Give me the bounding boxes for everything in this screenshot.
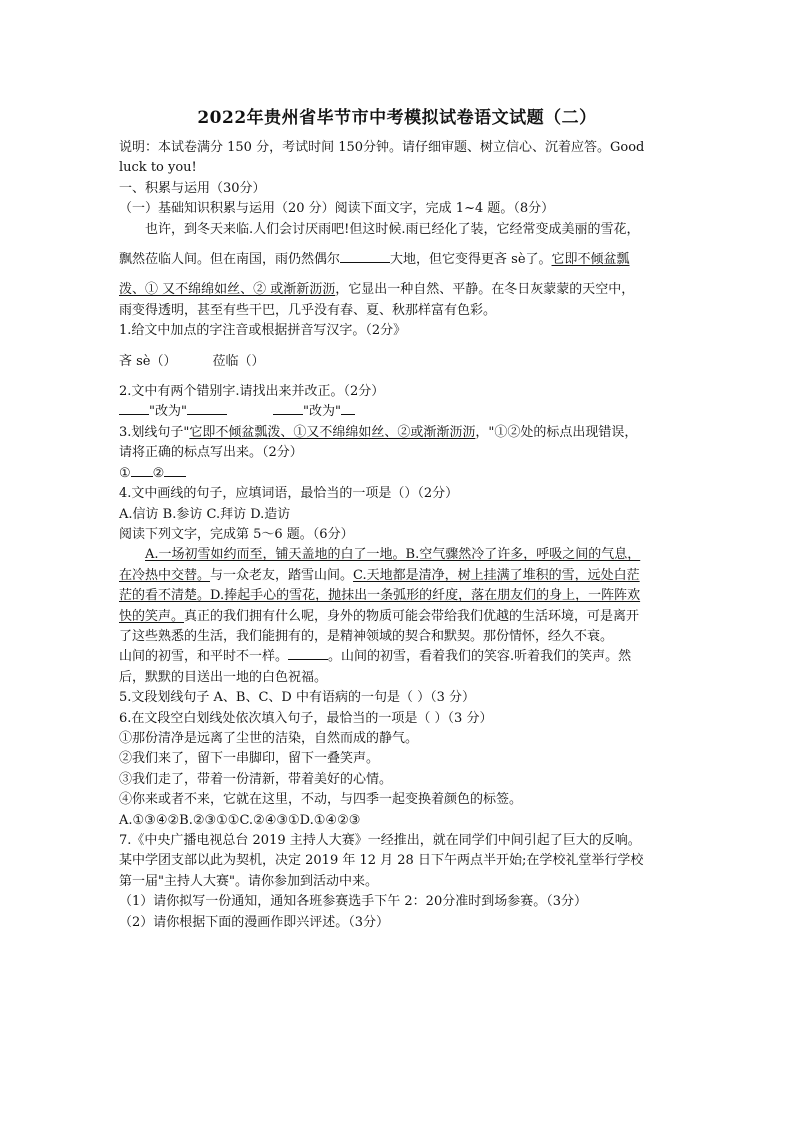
note-line: luck to you! — [119, 160, 197, 176]
answer-blank — [273, 402, 303, 415]
answer-blank — [164, 464, 186, 477]
option-sentence: ①那份清净是远离了尘世的洁染，自然而成的静气。 — [119, 730, 419, 746]
part-heading: 阅读下列文字，完成第 5～6 题。（6分） — [119, 526, 354, 542]
question-7: 7.《中央广播电视总台 2019 主持人大赛》一经推出，就在同学们中间引起了巨大的反响。 — [119, 833, 641, 848]
question-4: 4.文中画线的句子，应填词语，最恰当的一项是（）（2分） — [119, 486, 459, 502]
question-6: 6.在文段空白划线处依次填入句子，最恰当的一项是（ ）（3 分） — [119, 710, 493, 726]
question-7-sub: （1）请你拟写一份通知，通知各班参赛选手下午 2：20分准时到场参赛。（3分） — [119, 894, 587, 910]
passage-line: 泼、① 又不绵绵如丝、② 或渐新沥沥，它显出一种自然、平静。在冬日灰蒙蒙的天空中， — [119, 282, 635, 298]
question-3-answer: ① ② — [119, 464, 685, 484]
answer-blank — [341, 402, 355, 415]
note-line: 说明：本试卷满分 150 分，考试时间 150分钟。请仔细审题、树立信心、沉着应答。Good — [119, 140, 645, 155]
passage-line: 也许，到冬天来临.人们会讨厌雨吧!但这时候.雨已经化了装，它经常变成美丽的雪花， — [145, 221, 640, 237]
option-sentence: ③我们走了，带着一份清新，带着美好的心情。 — [119, 771, 393, 787]
fill-blank — [340, 250, 390, 263]
option-sentence: ②我们来了，留下一串脚印，留下一叠笑声。 — [119, 751, 380, 767]
question-7: 第一届"主持人大赛"。请你参加到活动中来。 — [119, 873, 378, 889]
answer-blank — [131, 464, 153, 477]
passage-line: 雨变得透明，甚至有些干巴，几乎没有春、夏、秋那样富有色彩。 — [119, 302, 497, 318]
answer-blank — [187, 402, 227, 415]
question-1: 1.给文中加点的字注音或根据拼音写汉字。（2分》 — [119, 323, 407, 339]
answer-blank — [119, 402, 149, 415]
passage-line: 山间的初雪，和平时不一样。 。山间的初雪，看着我们的笑容.听着我们的笑声。然 — [119, 649, 632, 665]
section-heading: 一、积累与运用（30分） — [119, 180, 266, 196]
underlined-sentence: 泼、① 又不绵绵如丝、② 或渐新沥沥 — [119, 282, 336, 298]
page-title: 2022年贵州省毕节市中考模拟试卷语文试题（二） — [197, 108, 597, 128]
exam-content — [119, 138, 685, 933]
passage-line: 了这些熟悉的生活，我们能拥有的，是精神领域的契合和默契。那份情怀，经久不衰。 — [119, 628, 614, 644]
question-7: 某中学团支部以此为契机，决定 2019 年 12 月 28 日下午两点半开始;在学校礼堂举行学校 — [119, 853, 644, 869]
fill-blank — [288, 647, 328, 660]
question-3: 3.划线句子"它即不倾盆瓢泼、①又不绵绵如丝、②或渐渐沥沥，"①②处的标点出现错误， — [119, 424, 638, 440]
question-2: 2.文中有两个错别字.请找出来并改正。（2分） — [119, 384, 385, 400]
question-4-options: A.信访 B.参访 C.拜访 D.造访 — [119, 506, 291, 522]
question-6-options: A.①③④②B.②③①①C.②④③①D.①④②③ — [119, 812, 361, 828]
question-3: 请将正确的标点写出来。（2分） — [119, 445, 303, 461]
option-sentence: ④你来或者不来，它就在这里，不动，与四季一起变换着颜色的标签。 — [119, 792, 523, 808]
part-heading: （一）基础知识积累与运用（20 分）阅读下面文字，完成 1~4 题。（8分） — [119, 201, 555, 217]
question-7-sub: （2）请你根据下面的漫画作即兴评述。（3分） — [119, 914, 390, 930]
underlined-sentence: 它即不倾盆瓢 — [551, 252, 630, 268]
passage-line: 茫的看不清楚。D.捧起手心的雪花，抛抹出一条弧形的纤度，落在朋友们的身上，一阵阵欢 — [119, 588, 641, 604]
passage-line: A.一场初雪如约而至，铺天盖地的白了一地。B.空气骤然冷了许多，呼吸之间的气息， — [145, 547, 641, 563]
passage-line: 后，默默的目送出一地的白色祝福。 — [119, 669, 328, 685]
passage-line: 快的笑声。真正的我们拥有什么呢，身外的物质可能会带给我们优越的生活环境，可是离开 — [119, 608, 640, 624]
passage-line: 飘然莅临人间。但在南国，雨仍然偶尔 大地，但它变得更吝 sè了。它即不倾盆瓢 — [119, 252, 630, 268]
passage-line: 在冷热中交替。与一众老友，踏雪山间。C.天地都是清净，树上挂满了堆积的雪，远处白茫 — [119, 567, 640, 583]
question-2-answer: "改为" "改为" — [119, 402, 685, 422]
underlined-sentence: 它即不倾盆瓢泼、①又不绵绵如丝、②或渐渐沥沥 — [189, 424, 476, 440]
question-5: 5.文段划线句子 A、B、C、D 中有语病的一句是（ ）（3 分） — [119, 690, 476, 706]
question-1-items: 吝 sè（） 莅临（） — [119, 353, 265, 369]
